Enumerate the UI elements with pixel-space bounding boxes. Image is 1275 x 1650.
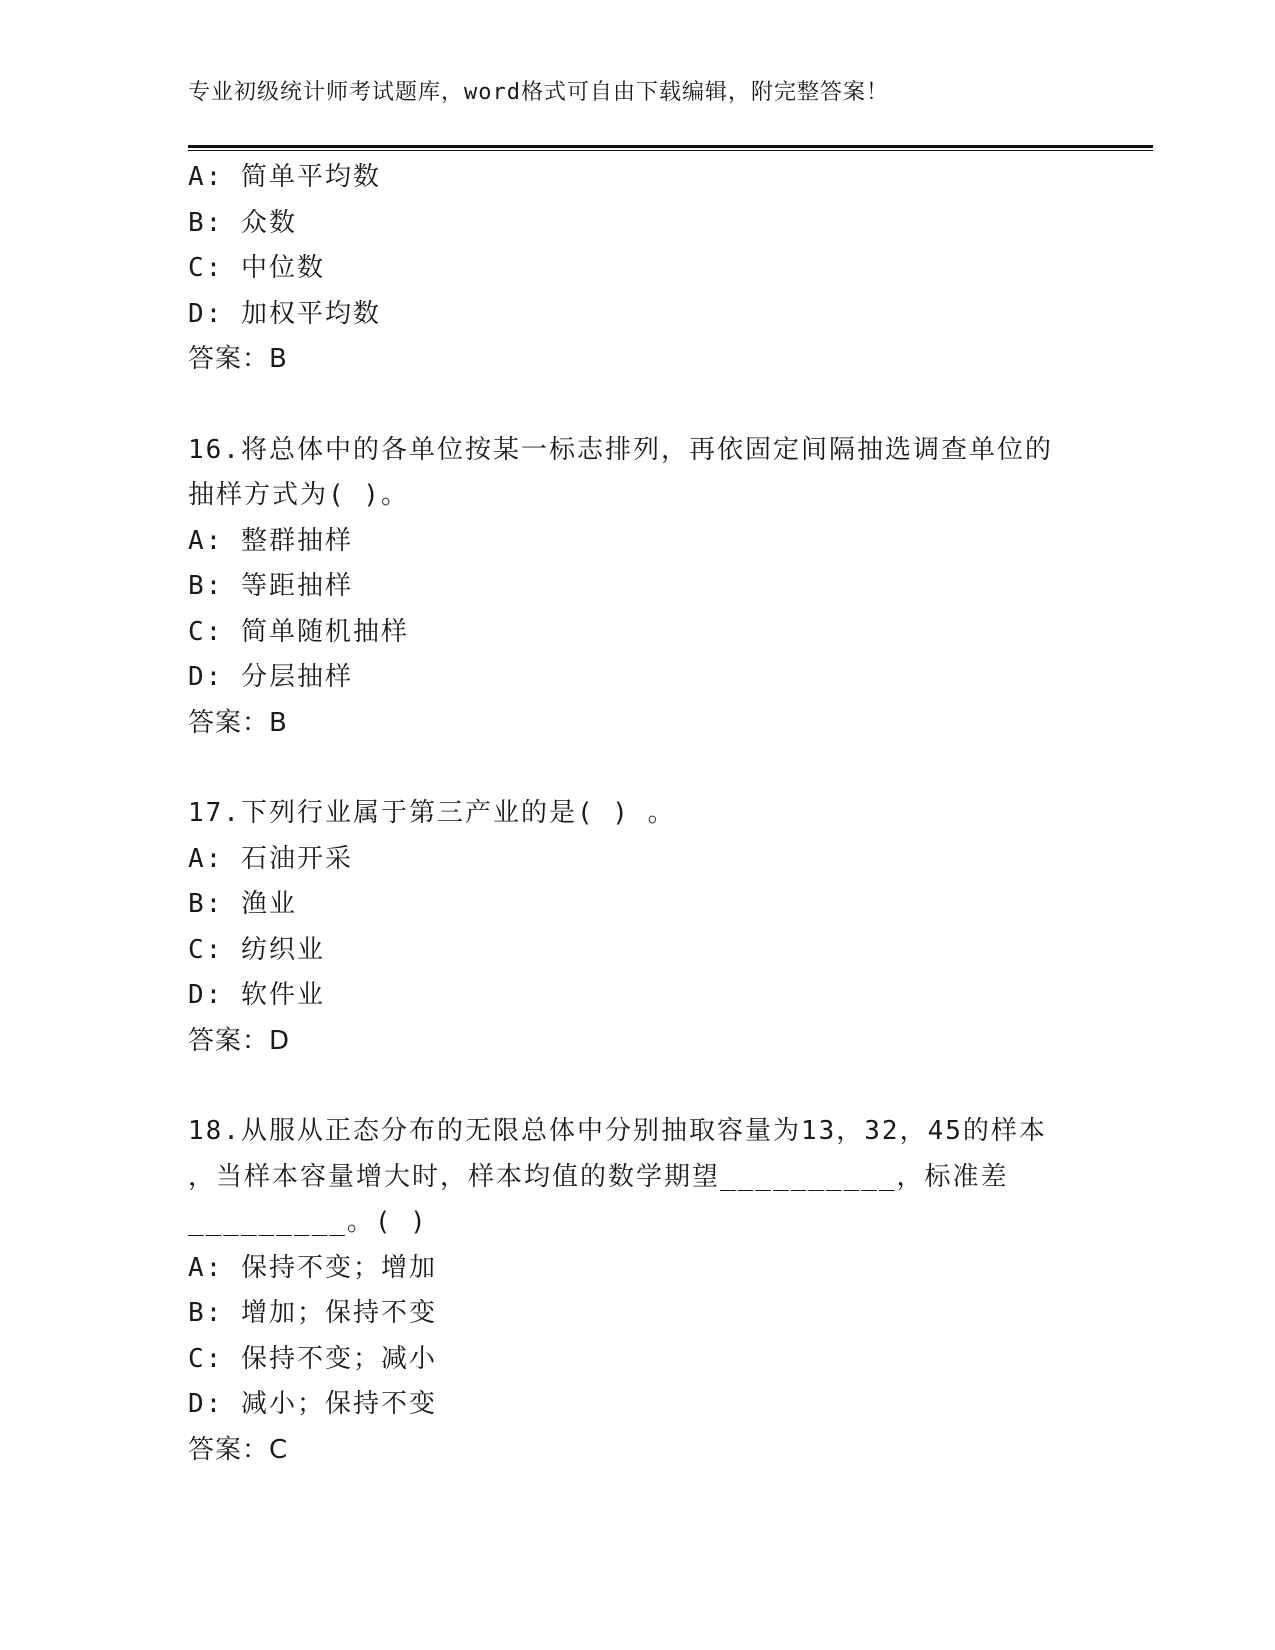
question-list bbox=[188, 155, 1088, 1473]
option-a: A: 石油开采 bbox=[188, 843, 353, 874]
question-stem: 17.下列行业属于第三产业的是( ) 。 bbox=[188, 798, 676, 828]
option-d: D: 分层抽样 bbox=[188, 662, 353, 692]
question-stem: 16.将总体中的各单位按某一标志排列，再依固定间隔抽选调查单位的 bbox=[188, 434, 1053, 465]
option-c: C: 中位数 bbox=[188, 253, 325, 283]
question-18 bbox=[188, 1109, 1088, 1473]
question-stem: ，当样本容量增大时，样本均值的数学期望__________，标准差 bbox=[188, 1161, 1009, 1192]
spacer bbox=[188, 746, 1088, 791]
question-stem: _________。( ) bbox=[188, 1207, 428, 1237]
option-a: A: 整群抽样 bbox=[188, 525, 353, 556]
option-b: B: 众数 bbox=[188, 207, 297, 238]
option-b: B: 等距抽样 bbox=[188, 571, 353, 601]
header-rule bbox=[188, 145, 1153, 151]
answer-line: 答案：C bbox=[188, 1434, 289, 1465]
question-stem: 抽样方式为( )。 bbox=[188, 480, 409, 510]
answer-line: 答案：B bbox=[188, 707, 288, 738]
question-17 bbox=[188, 791, 1088, 1064]
answer-line: 答案：B bbox=[188, 344, 288, 374]
option-b: B: 渔业 bbox=[188, 889, 297, 919]
header-rule-thick bbox=[188, 145, 1153, 148]
question-stem: 18.从服从正态分布的无限总体中分别抽取容量为13，32，45的样本 bbox=[188, 1116, 1047, 1146]
option-d: D: 加权平均数 bbox=[188, 298, 381, 329]
option-c: C: 纺织业 bbox=[188, 934, 325, 965]
header-rule-thin bbox=[188, 150, 1153, 151]
answer-line: 答案：D bbox=[188, 1025, 291, 1056]
option-d: D: 减小；保持不变 bbox=[188, 1389, 437, 1419]
option-c: C: 简单随机抽样 bbox=[188, 616, 409, 647]
spacer bbox=[188, 383, 1088, 428]
prev-question bbox=[188, 155, 1088, 383]
question-16 bbox=[188, 428, 1088, 747]
option-b: B: 增加；保持不变 bbox=[188, 1298, 437, 1328]
option-d: D: 软件业 bbox=[188, 980, 325, 1010]
spacer bbox=[188, 1064, 1088, 1109]
option-c: C: 保持不变；减小 bbox=[188, 1343, 437, 1374]
page-header: 专业初级统计师考试题库，word格式可自由下载编辑，附完整答案！ bbox=[188, 80, 889, 105]
option-a: A: 简单平均数 bbox=[188, 162, 381, 192]
option-a: A: 保持不变；增加 bbox=[188, 1252, 437, 1283]
